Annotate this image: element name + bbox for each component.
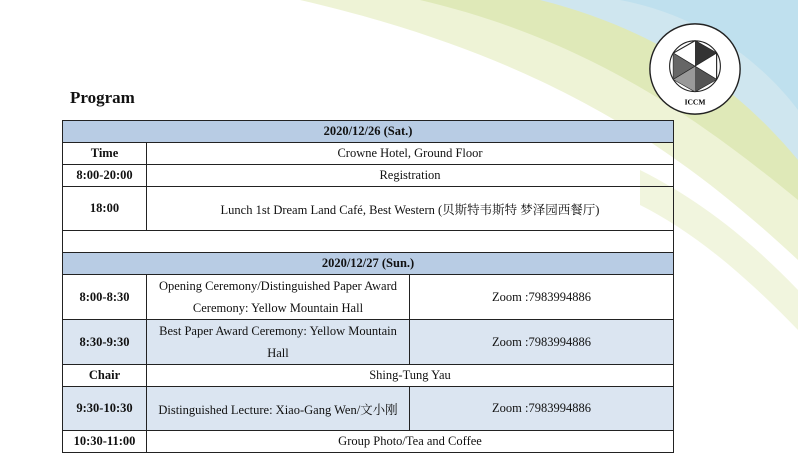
time-cell: 10:30-11:00 bbox=[63, 431, 147, 453]
time-cell: Chair bbox=[63, 365, 147, 387]
desc-cell: Crowne Hotel, Ground Floor bbox=[147, 143, 674, 165]
time-cell: 18:00 bbox=[63, 187, 147, 231]
table-row bbox=[63, 320, 674, 365]
time-cell: 9:30-10:30 bbox=[63, 387, 147, 431]
table-row bbox=[63, 143, 674, 165]
table-row bbox=[63, 275, 674, 320]
desc-cell: Registration bbox=[147, 165, 674, 187]
day-date: 2020/12/27 (Sun.) bbox=[63, 253, 674, 275]
iccm-logo bbox=[648, 22, 742, 116]
desc-cell: Lunch 1st Dream Land Café, Best Western (贝斯特韦斯特 梦泽园西餐厅) bbox=[147, 187, 674, 231]
program-table bbox=[62, 120, 674, 453]
table-row bbox=[63, 165, 674, 187]
time-cell: 8:00-8:30 bbox=[63, 275, 147, 320]
desc-cell: Distinguished Lecture: Xiao-Gang Wen/文小刚 bbox=[147, 387, 410, 431]
time-cell: Time bbox=[63, 143, 147, 165]
table-row bbox=[63, 365, 674, 387]
day-header-row bbox=[63, 121, 674, 143]
time-cell: 8:00-20:00 bbox=[63, 165, 147, 187]
venue-cell: Zoom :7983994886 bbox=[410, 275, 674, 320]
desc-cell: Opening Ceremony/Distinguished Paper Award Ceremony: Yellow Mountain Hall bbox=[147, 275, 410, 320]
day-header-row bbox=[63, 253, 674, 275]
table-row bbox=[63, 187, 674, 231]
table-row bbox=[63, 387, 674, 431]
logo-abbr: ICCM bbox=[684, 97, 706, 107]
desc-cell: Best Paper Award Ceremony: Yellow Mountain Hall bbox=[147, 320, 410, 365]
spacer-row bbox=[63, 231, 674, 253]
page-title: Program bbox=[70, 88, 135, 107]
venue-cell: Zoom :7983994886 bbox=[410, 387, 674, 431]
venue-cell: Zoom :7983994886 bbox=[410, 320, 674, 365]
table-row bbox=[63, 431, 674, 453]
time-cell: 8:30-9:30 bbox=[63, 320, 147, 365]
desc-cell: Shing-Tung Yau bbox=[147, 365, 674, 387]
desc-cell: Group Photo/Tea and Coffee bbox=[147, 431, 674, 453]
empty-cell bbox=[63, 231, 674, 253]
day-date: 2020/12/26 (Sat.) bbox=[63, 121, 674, 143]
